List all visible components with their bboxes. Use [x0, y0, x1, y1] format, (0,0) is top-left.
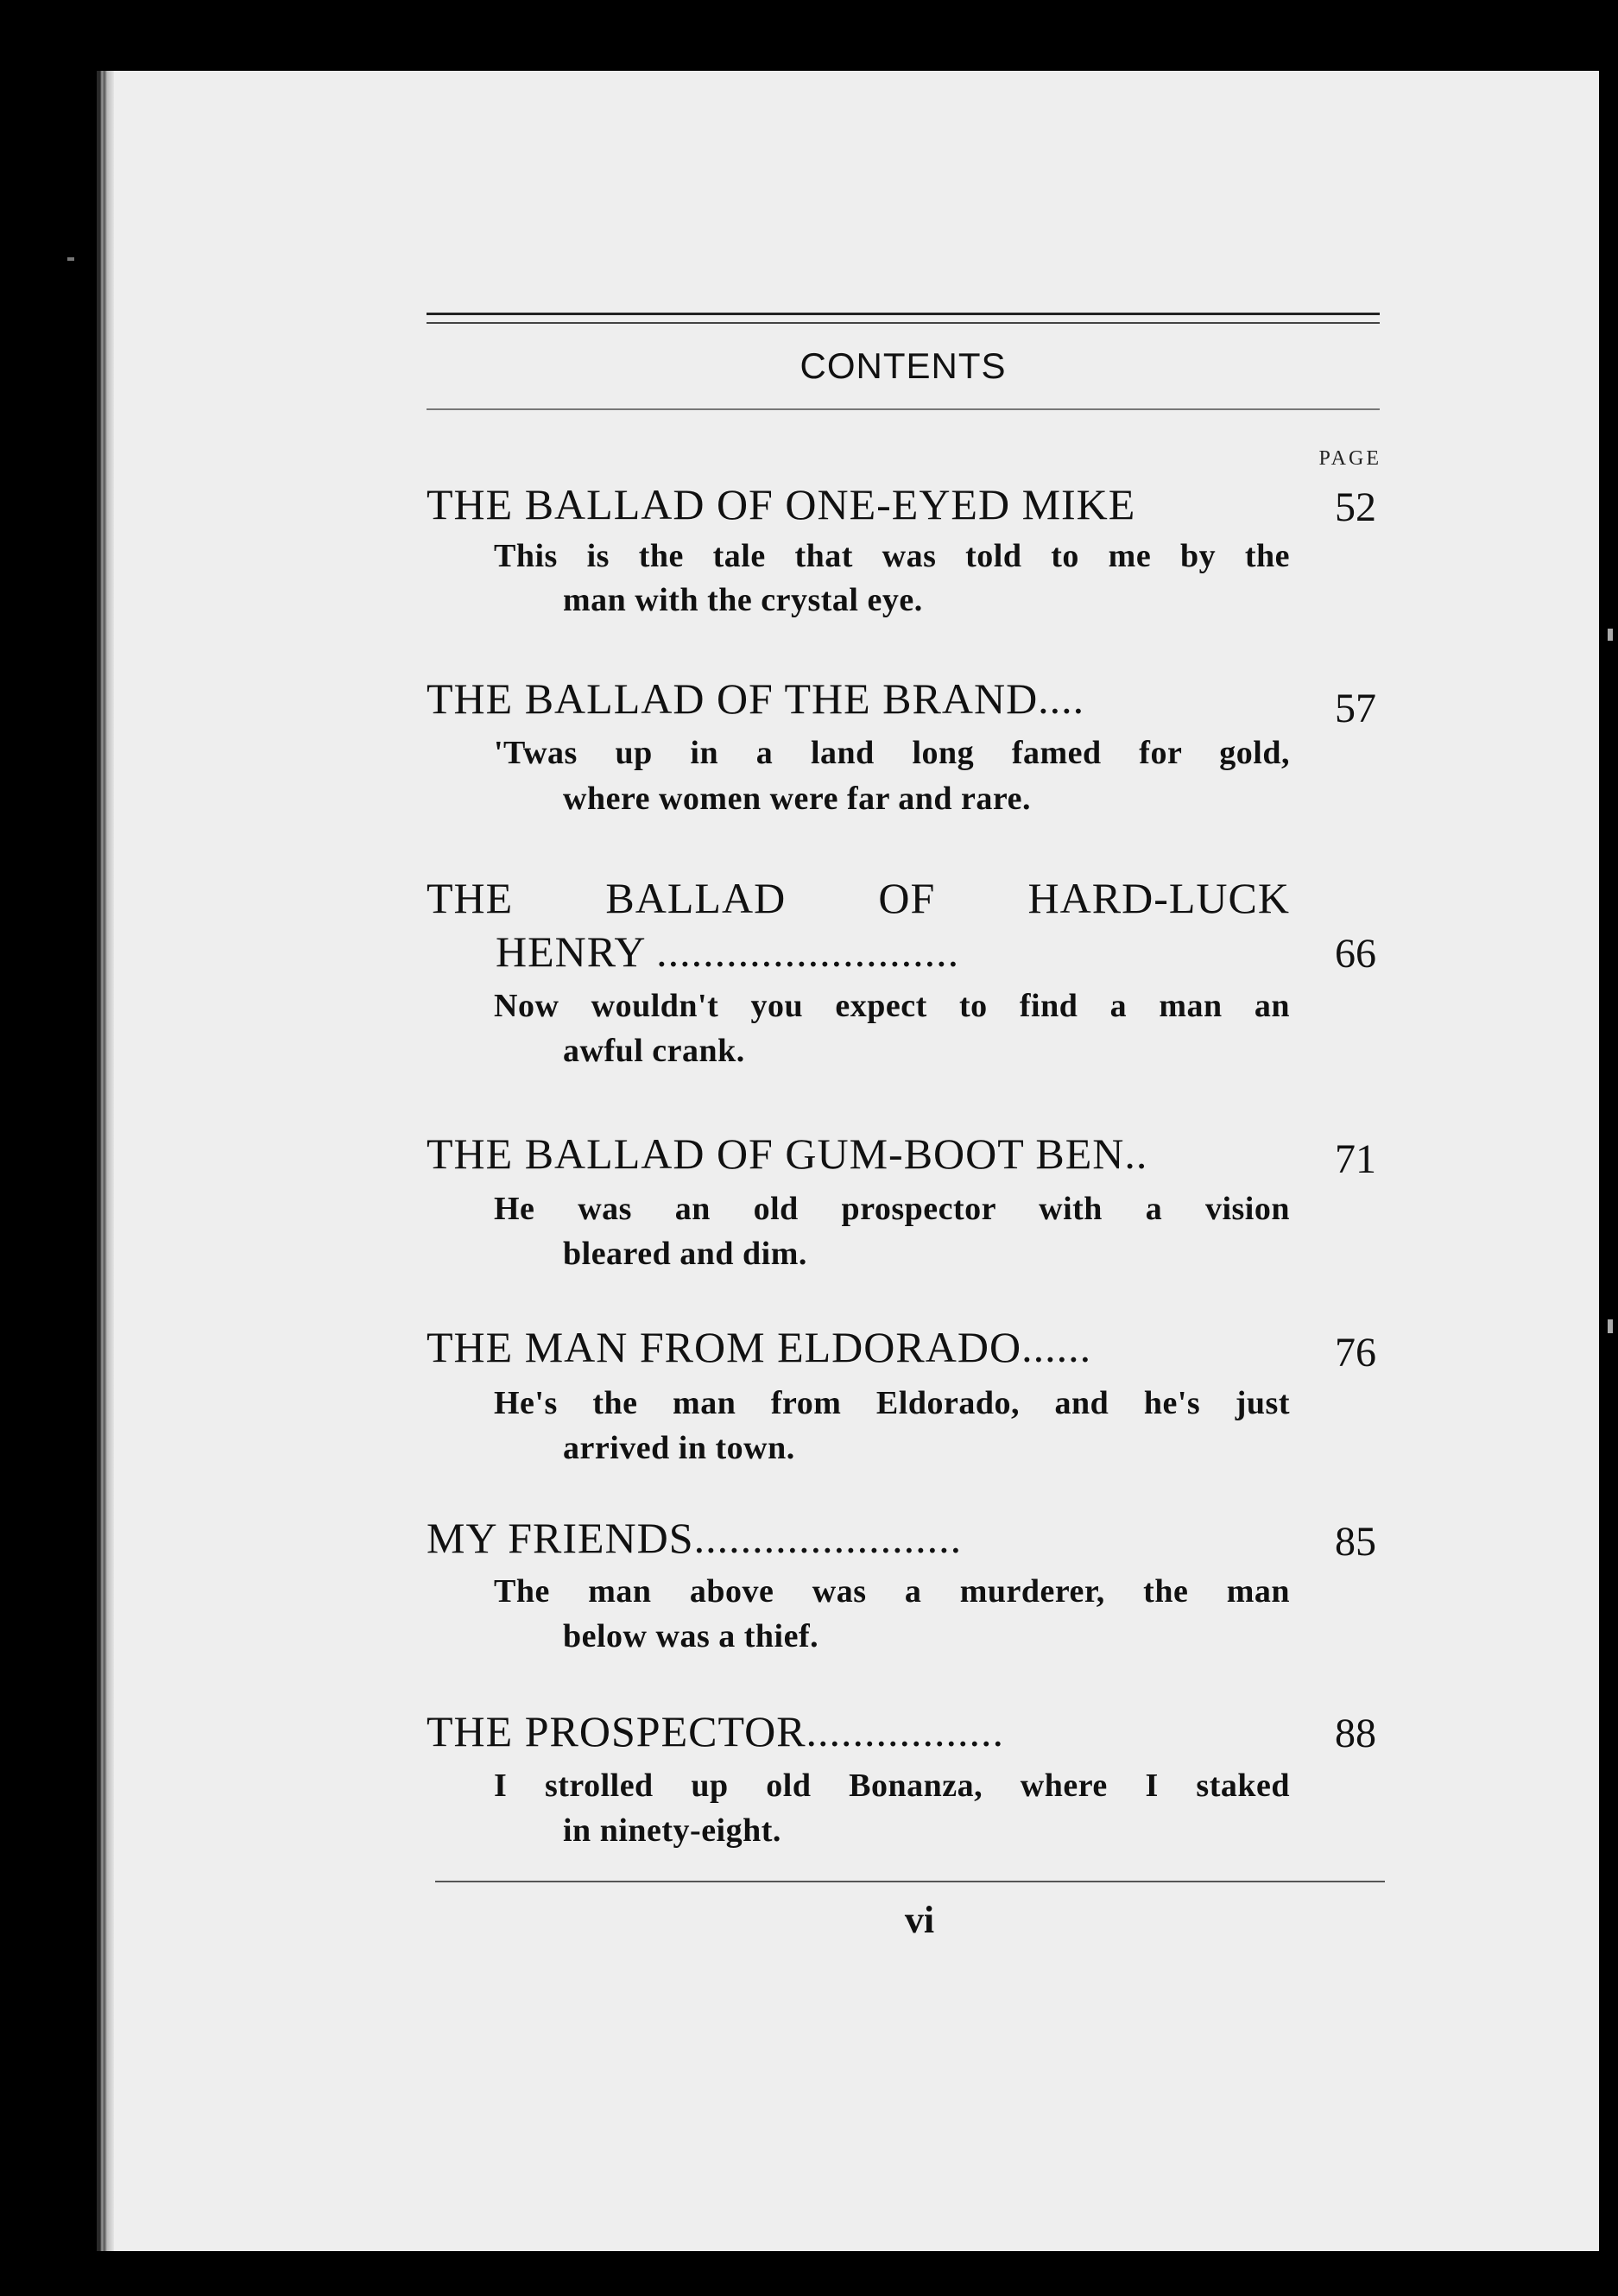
- bottom-rule: [435, 1881, 1385, 1882]
- entry-first-line: 'Twas up in a land long famed for gold,: [494, 735, 1290, 771]
- scan-mark: [67, 257, 74, 261]
- entry-title: THE BALLAD OF THE BRAND....: [427, 674, 1085, 723]
- entry-first-line-continued: bleared and dim.: [563, 1236, 807, 1272]
- entry-title: THE MAN FROM ELDORADO......: [427, 1323, 1092, 1371]
- entry-title: MY FRIENDS.......................: [427, 1514, 963, 1562]
- entry-first-line-continued: arrived in town.: [563, 1430, 795, 1466]
- contents-heading: CONTENTS: [800, 345, 1007, 386]
- page-column-label: PAGE: [1318, 447, 1381, 470]
- entry-first-line-continued: in ninety-eight.: [563, 1812, 781, 1849]
- entry-page-number: 85: [1335, 1519, 1376, 1565]
- entry-page-number: 71: [1335, 1136, 1376, 1182]
- entry-first-line: Now wouldn't you expect to find a man an: [494, 988, 1290, 1024]
- entry-title: THE BALLAD OF HARD-LUCK: [427, 874, 1290, 922]
- page-folio: vi: [904, 1899, 935, 1941]
- entry-title: THE BALLAD OF GUM-BOOT BEN..: [427, 1129, 1148, 1178]
- top-rule: [427, 313, 1380, 315]
- entry-title-continued: HENRY ..........................: [496, 927, 960, 976]
- entry-page-number: 66: [1335, 931, 1376, 977]
- entry-page-number: 76: [1335, 1330, 1376, 1376]
- entry-first-line-continued: below was a thief.: [563, 1618, 819, 1654]
- scan-mark: [1608, 1319, 1613, 1333]
- top-rule-thin: [427, 322, 1380, 324]
- scan-mark: [1608, 629, 1613, 641]
- entry-first-line-continued: man with the crystal eye.: [563, 582, 923, 618]
- entry-page-number: 57: [1335, 686, 1376, 731]
- heading-underline: [427, 408, 1380, 410]
- entry-page-number: 52: [1335, 484, 1376, 530]
- entry-first-line: The man above was a murderer, the man: [494, 1573, 1290, 1610]
- entry-title: THE BALLAD OF ONE-EYED MIKE: [427, 480, 1136, 528]
- entry-first-line-continued: where women were far and rare.: [563, 781, 1031, 817]
- entry-first-line: I strolled up old Bonanza, where I staked: [494, 1768, 1290, 1804]
- entry-first-line: He was an old prospector with a vision: [494, 1191, 1290, 1227]
- entry-page-number: 88: [1335, 1711, 1376, 1756]
- entry-first-line-continued: awful crank.: [563, 1033, 745, 1069]
- entry-first-line: This is the tale that was told to me by the: [494, 538, 1290, 574]
- page-binding-edge: [97, 71, 114, 2251]
- entry-title: THE PROSPECTOR.................: [427, 1707, 1005, 1755]
- entry-first-line: He's the man from Eldorado, and he's just: [494, 1385, 1290, 1421]
